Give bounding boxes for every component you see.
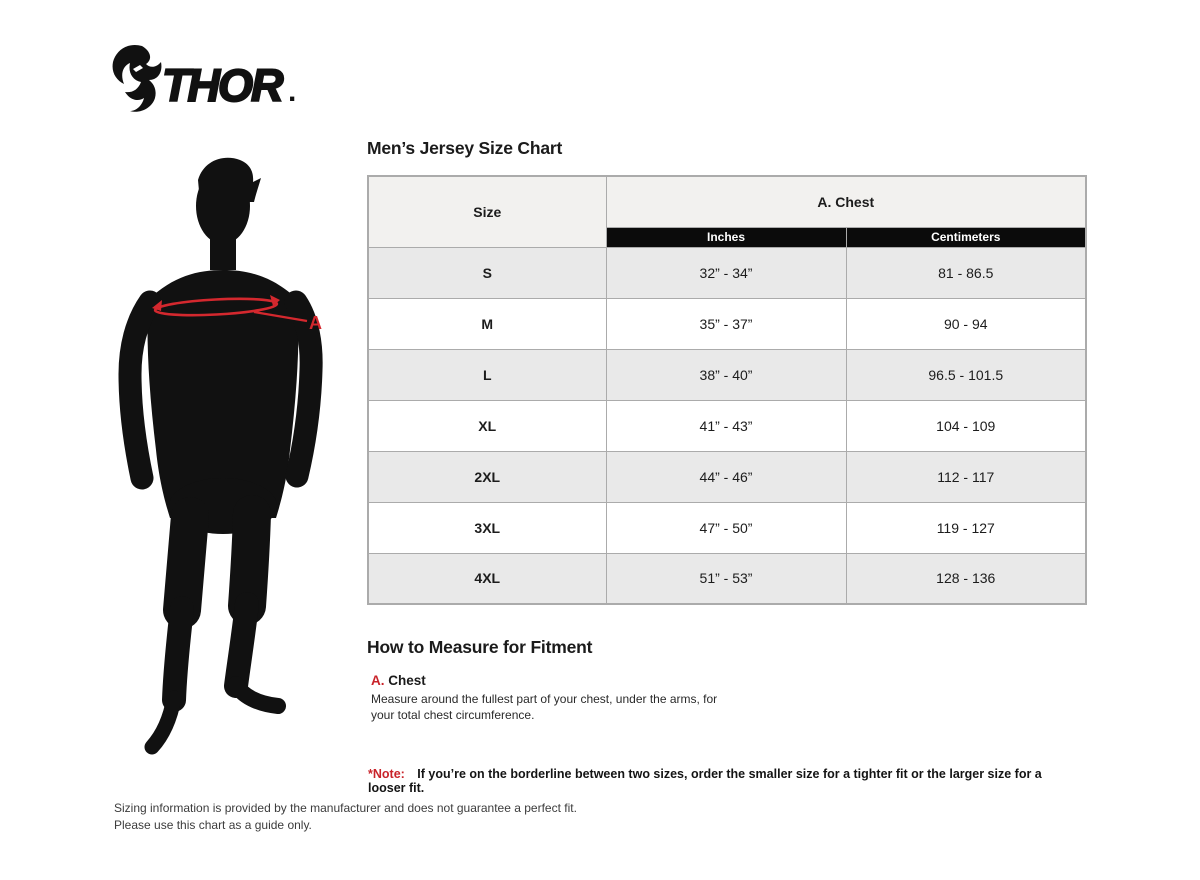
size-label: L — [368, 349, 606, 400]
measure-item-key: A. — [371, 673, 385, 688]
male-silhouette — [130, 158, 311, 747]
size-row-l — [368, 349, 1086, 400]
inches-value: 51” - 53” — [606, 553, 846, 604]
size-label: M — [368, 298, 606, 349]
size-row-4xl — [368, 553, 1086, 604]
sizing-note — [368, 767, 1068, 795]
size-row-2xl — [368, 451, 1086, 502]
inches-value: 47” - 50” — [606, 502, 846, 553]
centimeters-value: 96.5 - 101.5 — [846, 349, 1086, 400]
column-header-chest: A. Chest — [606, 176, 1086, 227]
inches-value: 41” - 43” — [606, 400, 846, 451]
centimeters-value: 90 - 94 — [846, 298, 1086, 349]
column-header-size: Size — [368, 176, 606, 247]
size-row-s — [368, 247, 1086, 298]
inches-value: 32” - 34” — [606, 247, 846, 298]
thor-goat-icon — [113, 45, 162, 112]
size-chart-table — [367, 175, 1087, 605]
size-row-3xl — [368, 502, 1086, 553]
note-label: *Note: — [368, 767, 405, 781]
size-label: XL — [368, 400, 606, 451]
disclaimer-line-2: Please use this chart as a guide only. — [114, 818, 312, 832]
male-silhouette-figure — [108, 148, 368, 778]
disclaimer — [114, 800, 577, 834]
measure-section-title: How to Measure for Fitment — [367, 637, 593, 657]
measure-item-description: Measure around the fullest part of your chest, under the arms, for your total chest circumference. — [371, 692, 718, 722]
size-label: 2XL — [368, 451, 606, 502]
table-header-row — [368, 176, 1086, 227]
inches-value: 38” - 40” — [606, 349, 846, 400]
chest-annotation-label: A — [309, 313, 322, 333]
size-label: 3XL — [368, 502, 606, 553]
size-row-m — [368, 298, 1086, 349]
size-row-xl — [368, 400, 1086, 451]
thor-logo-text: THOR — [162, 60, 282, 111]
centimeters-value: 119 - 127 — [846, 502, 1086, 553]
measure-item-chest — [371, 673, 751, 723]
column-header-centimeters: Centimeters — [846, 227, 1086, 247]
measure-item-heading — [371, 673, 751, 688]
thor-logo — [108, 40, 308, 120]
centimeters-value: 128 - 136 — [846, 553, 1086, 604]
inches-value: 44” - 46” — [606, 451, 846, 502]
centimeters-value: 81 - 86.5 — [846, 247, 1086, 298]
inches-value: 35” - 37” — [606, 298, 846, 349]
column-header-inches: Inches — [606, 227, 846, 247]
centimeters-value: 112 - 117 — [846, 451, 1086, 502]
size-chart-title: Men’s Jersey Size Chart — [367, 138, 563, 158]
note-text: If you’re on the borderline between two sizes, order the smaller size for a tighter fit or the larger size for a looser fit. — [368, 767, 1042, 795]
disclaimer-line-1: Sizing information is provided by the manufacturer and does not guarantee a perfect fit. — [114, 801, 577, 815]
size-label: 4XL — [368, 553, 606, 604]
size-label: S — [368, 247, 606, 298]
thor-logo-trademark-dot: . — [288, 75, 297, 108]
centimeters-value: 104 - 109 — [846, 400, 1086, 451]
measure-item-label: Chest — [388, 673, 426, 688]
